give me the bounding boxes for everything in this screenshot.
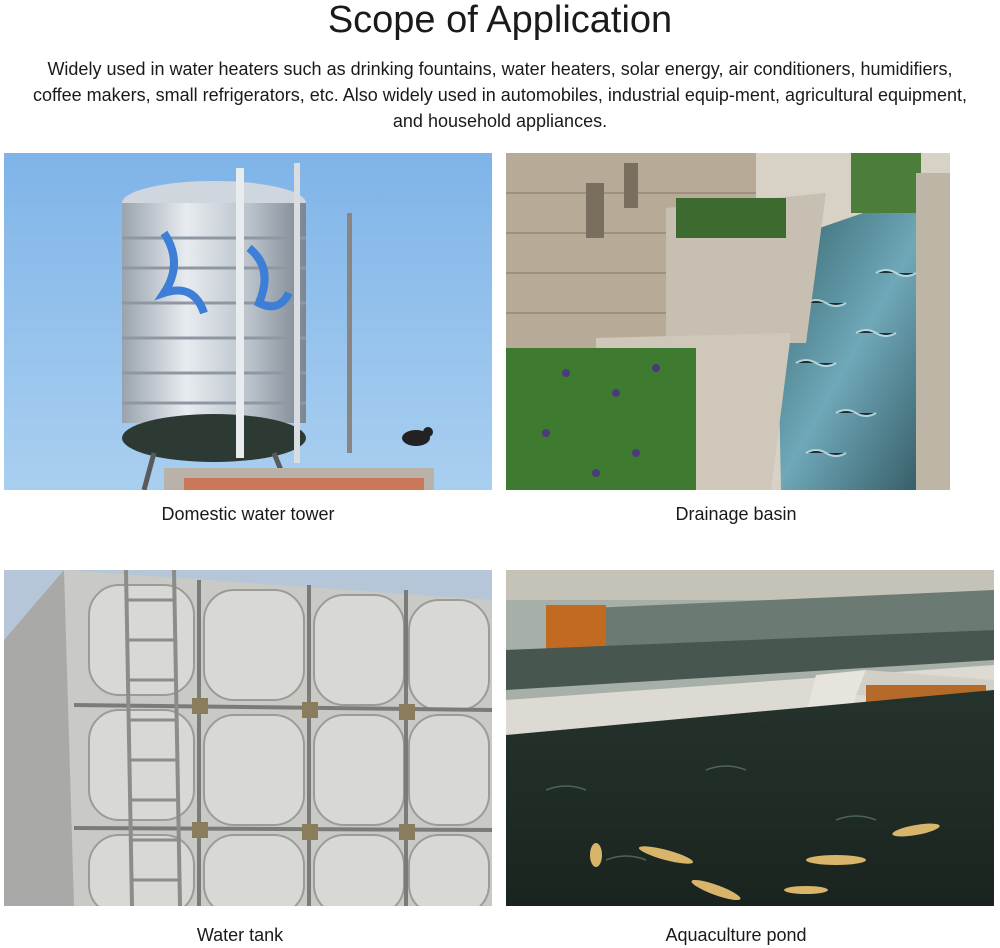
caption-water-tank: Water tank <box>196 925 284 945</box>
caption-aquaculture-pond: Aquaculture pond <box>665 925 807 945</box>
photo-water-tower <box>4 153 492 490</box>
photo-drainage-basin <box>506 153 950 490</box>
photo-water-tank <box>4 570 492 906</box>
caption-water-tower: Domestic water tower <box>161 504 335 524</box>
description-text: Widely used in water heaters such as drinking fountains, water heaters, solar energy, air conditioners, humidifiers, coffee makers, small refrigerators, etc. Also widely used in automobiles, industrial equip-ment, agricultural equipment, and household appliances. <box>32 59 968 131</box>
page-title: Scope of Application <box>327 0 673 41</box>
photo-aquaculture-pond <box>506 570 994 906</box>
caption-drainage-basin: Drainage basin <box>675 504 797 524</box>
